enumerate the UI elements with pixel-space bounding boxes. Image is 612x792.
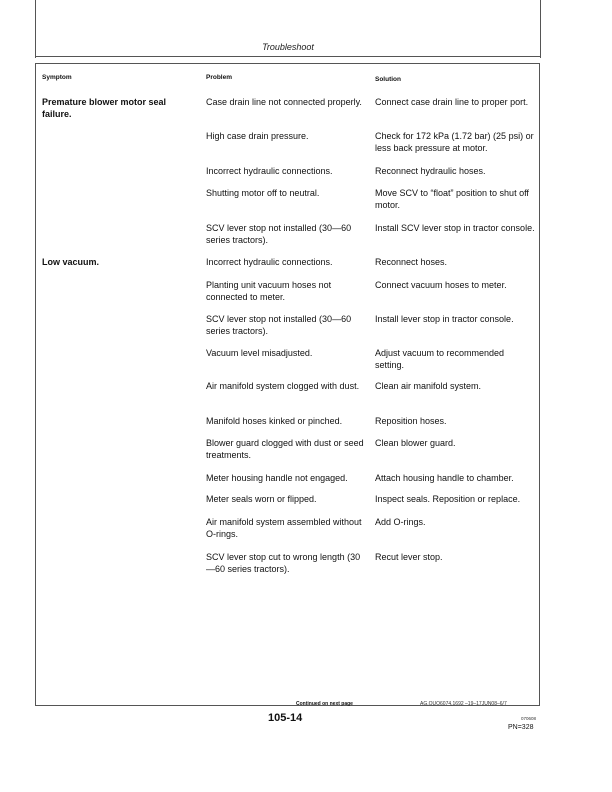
solution-cell: Check for 172 kPa (1.72 bar) (25 psi) or less back pressure at motor.	[375, 131, 534, 153]
header-divider	[35, 56, 541, 57]
problem-cell: Incorrect hydraulic connections.	[206, 257, 333, 267]
problem-cell: Incorrect hydraulic connections.	[206, 166, 333, 176]
document-reference: AG,OUO6074,1692 –19–17JUN08–6/7	[420, 701, 507, 707]
continued-note: Continued on next page	[296, 701, 353, 707]
problem-cell: SCV lever stop not installed (30—60 series tractors).	[206, 314, 352, 336]
solution-cell: Reconnect hoses.	[375, 257, 448, 267]
problem-cell: SCV lever stop cut to wrong length (30—60 series tractors).	[206, 552, 361, 574]
solution-cell: Reconnect hydraulic hoses.	[375, 166, 486, 176]
solution-cell: Inspect seals. Reposition or replace.	[375, 494, 521, 504]
problem-cell: SCV lever stop not installed (30—60 series tractors).	[206, 223, 352, 245]
pn-number: PN=328	[508, 724, 534, 731]
problem-cell: Meter housing handle not engaged.	[206, 473, 348, 483]
solution-cell: Install lever stop in tractor console.	[375, 314, 514, 324]
header-solution: Solution	[375, 76, 401, 83]
solution-cell: Adjust vacuum to recommended setting.	[375, 348, 505, 370]
header-symptom: Symptom	[42, 74, 72, 81]
solution-cell: Move SCV to “float” position to shut off motor.	[375, 188, 529, 210]
solution-cell: Add O-rings.	[375, 517, 426, 527]
problem-cell: Meter seals worn or flipped.	[206, 494, 317, 504]
problem-cell: Planting unit vacuum hoses not connected to meter.	[206, 280, 332, 302]
problem-cell: Case drain line not connected properly.	[206, 97, 362, 107]
header-problem: Problem	[206, 74, 233, 81]
solution-cell: Connect case drain line to proper port.	[375, 97, 529, 107]
symptom-cell: Low vacuum.	[42, 257, 100, 267]
solution-cell: Reposition hoses.	[375, 416, 447, 426]
problem-cell: Air manifold system assembled without O-rings.	[206, 517, 362, 539]
problem-cell: Manifold hoses kinked or pinched.	[206, 416, 343, 426]
solution-cell: Connect vacuum hoses to meter.	[375, 280, 507, 290]
problem-cell: Vacuum level misadjusted.	[206, 348, 313, 358]
solution-cell: Clean air manifold system.	[375, 381, 482, 391]
solution-cell: Install SCV lever stop in tractor console.	[375, 223, 535, 233]
problem-cell: High case drain pressure.	[206, 131, 309, 141]
section-title: Troubleshoot	[262, 42, 314, 52]
solution-cell: Clean blower guard.	[375, 438, 456, 448]
problem-cell: Shutting motor off to neutral.	[206, 188, 320, 198]
symptom-cell: Premature blower motor seal failure.	[42, 97, 167, 119]
print-code: 070608	[521, 716, 537, 721]
problem-cell: Air manifold system clogged with dust.	[206, 381, 360, 391]
solution-cell: Attach housing handle to chamber.	[375, 473, 514, 483]
solution-cell: Recut lever stop.	[375, 552, 443, 562]
page-number: 105-14	[268, 712, 303, 724]
problem-cell: Blower guard clogged with dust or seed treatments.	[206, 438, 364, 460]
